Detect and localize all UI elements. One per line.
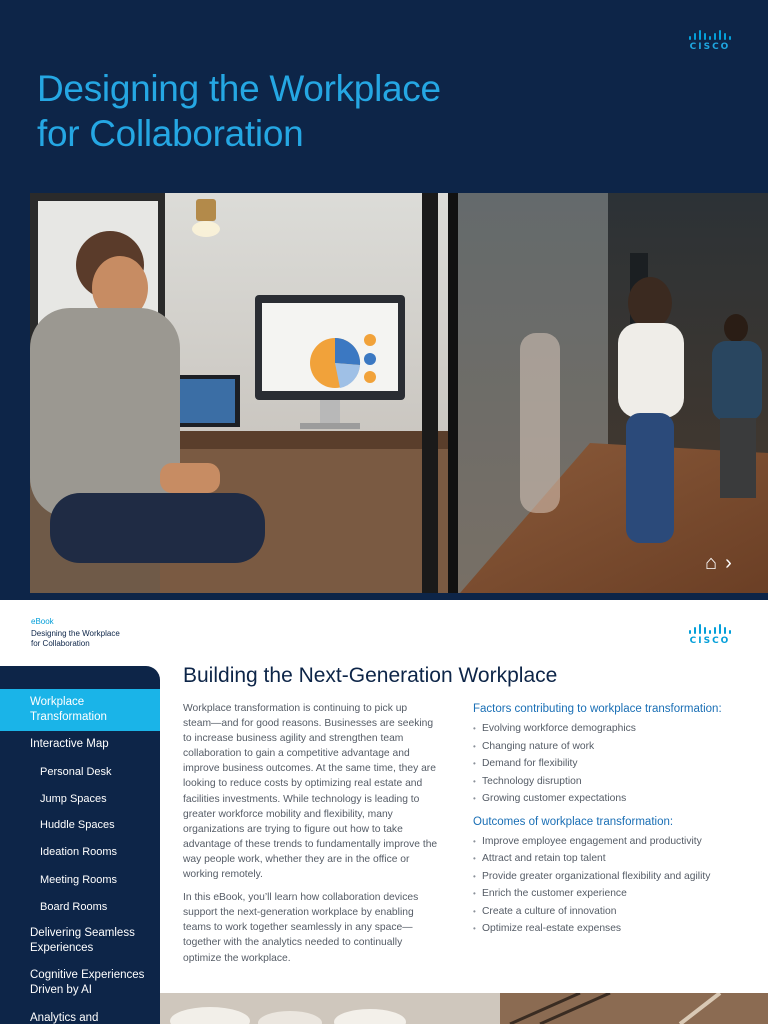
outcomes-list <box>473 833 753 938</box>
sidebar-item-jump-spaces[interactable] <box>0 792 160 807</box>
list-item: • Provide greater organizational flexibility and agility <box>473 868 753 886</box>
sidebar-item-label: Meeting Rooms <box>40 874 118 886</box>
list-item: • Improve employee engagement and productivity <box>473 833 753 851</box>
list-item: • Create a culture of innovation <box>473 903 753 921</box>
sidebar-item-label: Analytics and <box>30 1012 99 1024</box>
sidebar-item-label: Personal Desk <box>40 766 112 778</box>
factors-list <box>473 720 753 808</box>
sidebar-item-workplace-transformation[interactable] <box>0 689 160 731</box>
cisco-logo-bars <box>689 624 731 634</box>
ebook-title <box>31 629 171 649</box>
list-item: • Optimize real-estate expenses <box>473 920 753 938</box>
sidebar-item-board-rooms[interactable] <box>0 900 160 915</box>
ceiling-photo <box>160 993 768 1024</box>
cisco-logo[interactable] <box>689 30 731 52</box>
sidebar-item-label: Huddle Spaces <box>40 819 115 831</box>
ebook-title-line1: Designing the Workplace <box>31 629 120 638</box>
ceiling-photo-illustration <box>160 993 768 1024</box>
list-item: • Attract and retain top talent <box>473 850 753 868</box>
cisco-logo-small[interactable] <box>689 624 731 646</box>
transformation-lists <box>473 703 753 946</box>
chevron-right-icon[interactable]: › <box>725 552 732 574</box>
ebook-label: eBook <box>31 617 54 626</box>
list-item: • Enrich the customer experience <box>473 885 753 903</box>
sidebar-item-ideation-rooms[interactable] <box>0 845 160 860</box>
office-photo-illustration <box>30 193 768 593</box>
sidebar-item-cognitive-experiences[interactable] <box>0 968 160 998</box>
sidebar-item-personal-desk[interactable] <box>0 765 160 780</box>
sidebar-navigation <box>0 666 160 1024</box>
sidebar-item-label: Delivering Seamless Experiences <box>30 927 135 954</box>
outcomes-heading: Outcomes of workplace transformation: <box>473 815 674 828</box>
office-photo <box>30 193 768 593</box>
intro-paragraph: In this eBook, you’ll learn how collaboration devices support the next-generation workplace by enabling teams to work together seamlessly in any space—together with the analytics needed to continually optimize the workplace. <box>183 892 419 964</box>
list-item: • Demand for flexibility <box>473 755 753 773</box>
intro-paragraph: Workplace transformation is continuing to pick up steam—and for good reasons. Businesses are seeking to increase business agility and strengthen team collaboration to gain a competitive advantage and improve business outcomes. At the same time, they are looking to reduce costs by optimizing real estate and facilities investments. While technology is leading to greater workforce mobility and flexibility, many organizations are trying to figure out how to take advantage of these trends to fundamentally improve the way people work, whether they are in the office or working remotely. <box>183 703 438 881</box>
cisco-logo-text: CISCO <box>689 636 731 646</box>
cover-title <box>37 66 597 156</box>
sidebar-item-label: Cognitive Experiences Driven by AI <box>30 969 145 996</box>
home-arch-icon[interactable]: ⌂ <box>705 552 718 574</box>
intro-text <box>183 701 438 974</box>
cover-title-line2: for Collaboration <box>37 113 304 154</box>
sidebar-item-label: Interactive Map <box>30 738 109 750</box>
ebook-title-line2: for Collaboration <box>31 639 90 648</box>
sidebar-item-analytics[interactable] <box>0 1011 160 1024</box>
sidebar-item-huddle-spaces[interactable] <box>0 818 160 833</box>
cisco-logo-text: CISCO <box>689 42 731 52</box>
cover-title-line1: Designing the Workplace <box>37 68 441 109</box>
content-page <box>0 600 768 1024</box>
list-item: • Technology disruption <box>473 773 753 791</box>
factors-heading: Factors contributing to workplace transformation: <box>473 703 722 715</box>
list-item: • Growing customer expectations <box>473 790 753 808</box>
sidebar-item-interactive-map[interactable] <box>0 737 160 752</box>
sidebar-item-label: Jump Spaces <box>40 793 107 805</box>
photo-navigation <box>705 553 732 573</box>
sidebar-item-label: Ideation Rooms <box>40 846 118 858</box>
list-item: • Evolving workforce demographics <box>473 720 753 738</box>
section-heading: Building the Next-Generation Workplace <box>183 664 558 687</box>
sidebar-item-delivering-seamless-experiences[interactable] <box>0 926 145 956</box>
sidebar-item-meeting-rooms[interactable] <box>0 873 160 888</box>
list-item: • Changing nature of work <box>473 738 753 756</box>
sidebar-item-label: Workplace Transformation <box>30 696 107 723</box>
sidebar-item-label: Board Rooms <box>40 901 108 913</box>
cisco-logo-bars <box>689 30 731 40</box>
